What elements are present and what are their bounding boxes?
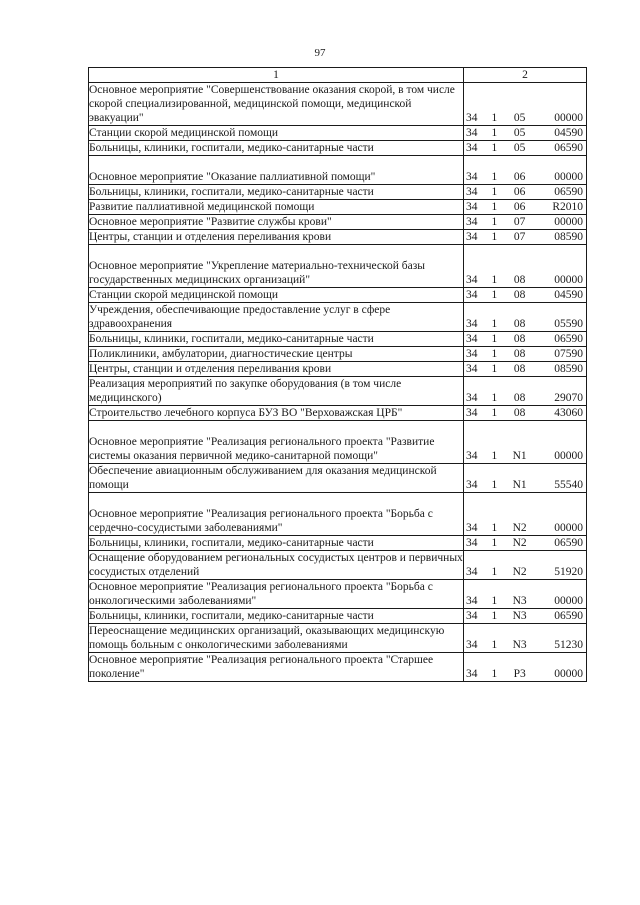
row-name: Основное мероприятие "Реализация регионального проекта "Развитие системы оказания первичной медико-санитарной помощи": [89, 421, 464, 464]
row-name: Основное мероприятие "Оказание паллиативной помощи": [89, 156, 464, 185]
code-ministry: 34: [466, 610, 478, 622]
budget-code: [464, 141, 586, 155]
row-name: Строительство лечебного корпуса БУЗ ВО "Верховажская ЦРБ": [89, 406, 464, 421]
code-program: 1: [491, 142, 498, 154]
code-event: N3: [512, 610, 527, 622]
row-code: [464, 215, 587, 230]
code-program: 1: [491, 289, 498, 301]
table-row: [89, 421, 587, 464]
code-event: 06: [513, 186, 526, 198]
code-expense: 00000: [554, 450, 583, 462]
code-ministry: 34: [466, 639, 478, 651]
row-name: Основное мероприятие "Реализация регионального проекта "Борьба с сердечно-сосудистыми заболеваниями": [89, 493, 464, 536]
code-event: 07: [513, 216, 526, 228]
table-header: [89, 68, 587, 83]
code-event: 08: [513, 363, 526, 375]
row-name: Основное мероприятие "Совершенствование оказания скорой, в том числе скорой специализированной, медицинской помощи, медицинской эвакуации": [89, 83, 464, 126]
row-code: [464, 83, 587, 126]
code-expense: 00000: [554, 668, 583, 680]
code-program: 1: [491, 318, 498, 330]
row-name: Центры, станции и отделения переливания крови: [89, 362, 464, 377]
row-name: Развитие паллиативной медицинской помощи: [89, 200, 464, 215]
code-program: 1: [491, 348, 498, 360]
code-ministry: 34: [466, 392, 478, 404]
budget-code: [464, 273, 586, 287]
row-code: [464, 551, 587, 580]
code-ministry: 34: [466, 407, 478, 419]
budget-code: [464, 126, 586, 140]
code-program: 1: [491, 479, 498, 491]
code-program: 1: [491, 595, 498, 607]
page-number: 97: [314, 47, 326, 59]
row-name: Реализация мероприятий по закупке оборудования (в том числе медицинского): [89, 377, 464, 406]
code-event: 05: [513, 142, 526, 154]
code-expense: 55540: [554, 479, 583, 491]
table-row: [89, 185, 587, 200]
code-program: 1: [491, 566, 498, 578]
code-event: 08: [513, 392, 526, 404]
code-event: N3: [512, 639, 527, 651]
code-program: 1: [491, 127, 498, 139]
table-row: [89, 653, 587, 682]
budget-code: [464, 638, 586, 652]
row-name: Центры, станции и отделения переливания крови: [89, 230, 464, 245]
code-ministry: 34: [466, 595, 478, 607]
code-program: 1: [491, 216, 498, 228]
row-code: [464, 624, 587, 653]
budget-code: [464, 449, 586, 463]
table-row: [89, 200, 587, 215]
code-expense: 05590: [554, 318, 583, 330]
table-row: [89, 347, 587, 362]
budget-code: [464, 391, 586, 405]
budget-code: [464, 594, 586, 608]
row-name: Основное мероприятие "Развитие службы крови": [89, 215, 464, 230]
table-row: [89, 551, 587, 580]
table-row: [89, 288, 587, 303]
table-row: [89, 493, 587, 536]
code-program: 1: [491, 201, 498, 213]
code-expense: 00000: [554, 171, 583, 183]
table-row: [89, 624, 587, 653]
row-code: [464, 464, 587, 493]
budget-code: [464, 200, 586, 214]
code-event: 08: [513, 274, 526, 286]
code-event: N2: [512, 566, 527, 578]
row-name: Станции скорой медицинской помощи: [89, 126, 464, 141]
code-ministry: 34: [466, 289, 478, 301]
table-row: [89, 230, 587, 245]
row-code: [464, 406, 587, 421]
code-expense: R2010: [552, 201, 583, 213]
header-row: [89, 68, 587, 83]
column-header-code: 2: [464, 68, 587, 83]
row-code: [464, 303, 587, 332]
code-expense: 06590: [554, 537, 583, 549]
budget-code: [464, 215, 586, 229]
row-code: [464, 141, 587, 156]
code-expense: 04590: [554, 289, 583, 301]
code-event: N2: [512, 537, 527, 549]
row-name: Основное мероприятие "Укрепление материально-технической базы государственных медицинских организаций": [89, 245, 464, 288]
code-ministry: 34: [466, 348, 478, 360]
column-header-name: 1: [89, 68, 464, 83]
row-code: [464, 536, 587, 551]
code-expense: 06590: [554, 333, 583, 345]
code-ministry: 34: [466, 127, 478, 139]
code-expense: 04590: [554, 127, 583, 139]
code-event: 08: [513, 407, 526, 419]
code-event: P3: [513, 668, 526, 680]
row-name: Больницы, клиники, госпитали, медико-санитарные части: [89, 141, 464, 156]
code-expense: 00000: [554, 522, 583, 534]
code-expense: 00000: [554, 216, 583, 228]
code-expense: 51920: [554, 566, 583, 578]
code-program: 1: [491, 392, 498, 404]
table-row: [89, 215, 587, 230]
code-event: N1: [512, 450, 527, 462]
code-event: 08: [513, 289, 526, 301]
code-ministry: 34: [466, 479, 478, 491]
row-code: [464, 288, 587, 303]
row-code: [464, 653, 587, 682]
code-ministry: 34: [466, 522, 478, 534]
table-row: [89, 609, 587, 624]
row-name: Основное мероприятие "Реализация регионального проекта "Старшее поколение": [89, 653, 464, 682]
row-code: [464, 580, 587, 609]
table-row: [89, 332, 587, 347]
code-event: N3: [512, 595, 527, 607]
table-row: [89, 580, 587, 609]
row-code: [464, 421, 587, 464]
code-ministry: 34: [466, 186, 478, 198]
budget-classification-table: [88, 67, 587, 682]
code-event: 08: [513, 333, 526, 345]
code-expense: 08590: [554, 231, 583, 243]
row-name: Учреждения, обеспечивающие предоставление услуг в сфере здравоохранения: [89, 303, 464, 332]
row-code: [464, 377, 587, 406]
code-event: N1: [512, 479, 527, 491]
budget-code: [464, 288, 586, 302]
budget-code: [464, 478, 586, 492]
code-program: 1: [491, 450, 498, 462]
code-expense: 29070: [554, 392, 583, 404]
code-program: 1: [491, 610, 498, 622]
row-name: Станции скорой медицинской помощи: [89, 288, 464, 303]
row-name: Оснащение оборудованием региональных сосудистых центров и первичных сосудистых отделений: [89, 552, 463, 578]
code-expense: 07590: [554, 348, 583, 360]
row-name: Поликлиники, амбулатории, диагностические центры: [89, 347, 464, 362]
table-row: [89, 83, 587, 126]
code-program: 1: [491, 186, 498, 198]
budget-code: [464, 609, 586, 623]
budget-code: [464, 521, 586, 535]
code-program: 1: [491, 363, 498, 375]
budget-code: [464, 170, 586, 184]
code-program: 1: [491, 112, 498, 124]
code-expense: 08590: [554, 363, 583, 375]
table-row: [89, 126, 587, 141]
code-event: 08: [513, 318, 526, 330]
code-expense: 00000: [554, 595, 583, 607]
code-program: 1: [491, 231, 498, 243]
table-row: [89, 406, 587, 421]
code-ministry: 34: [466, 537, 478, 549]
row-name: Больницы, клиники, госпитали, медико-санитарные части: [89, 185, 464, 200]
budget-code: [464, 667, 586, 681]
row-code: [464, 493, 587, 536]
table-row: [89, 536, 587, 551]
code-ministry: 34: [466, 363, 478, 375]
row-name: Обеспечение авиационным обслуживанием для оказания медицинской помощи: [89, 464, 464, 493]
code-event: 06: [513, 201, 526, 213]
row-name: Больницы, клиники, госпитали, медико-санитарные части: [89, 332, 464, 347]
table-row: [89, 362, 587, 377]
code-ministry: 34: [466, 142, 478, 154]
code-expense: 06590: [554, 186, 583, 198]
code-program: 1: [491, 171, 498, 183]
code-event: 08: [513, 348, 526, 360]
code-ministry: 34: [466, 318, 478, 330]
code-program: 1: [491, 333, 498, 345]
row-code: [464, 347, 587, 362]
row-code: [464, 362, 587, 377]
budget-code: [464, 317, 586, 331]
row-code: [464, 230, 587, 245]
code-expense: 43060: [554, 407, 583, 419]
budget-code: [464, 406, 586, 420]
budget-code: [464, 185, 586, 199]
code-expense: 00000: [554, 274, 583, 286]
budget-code: [464, 536, 586, 550]
table-row: [89, 377, 587, 406]
code-event: 05: [513, 112, 526, 124]
row-name: Больницы, клиники, госпитали, медико-санитарные части: [89, 609, 464, 624]
table-row: [89, 245, 587, 288]
row-code: [464, 156, 587, 185]
code-program: 1: [491, 668, 498, 680]
code-ministry: 34: [466, 216, 478, 228]
code-event: 06: [513, 171, 526, 183]
code-program: 1: [491, 537, 498, 549]
budget-code: [464, 332, 586, 346]
code-event: 05: [513, 127, 526, 139]
row-code: [464, 609, 587, 624]
table-row: [89, 141, 587, 156]
code-ministry: 34: [466, 274, 478, 286]
code-event: 07: [513, 231, 526, 243]
code-expense: 06590: [554, 142, 583, 154]
code-ministry: 34: [466, 112, 478, 124]
code-ministry: 34: [466, 668, 478, 680]
table-body: [89, 83, 587, 682]
code-program: 1: [491, 407, 498, 419]
code-expense: 06590: [554, 610, 583, 622]
budget-code: [464, 565, 586, 579]
row-name: Больницы, клиники, госпитали, медико-санитарные части: [89, 536, 464, 551]
table-row: [89, 156, 587, 185]
row-name: Основное мероприятие "Реализация регионального проекта "Борьба с онкологическими заболеваниями": [89, 580, 464, 609]
row-name: Переоснащение медицинских организаций, оказывающих медицинскую помощь больным с онкологическими заболеваниями: [89, 624, 464, 653]
budget-code: [464, 362, 586, 376]
budget-code: [464, 230, 586, 244]
table-row: [89, 464, 587, 493]
code-expense: 51230: [554, 639, 583, 651]
code-ministry: 34: [466, 450, 478, 462]
budget-code: [464, 111, 586, 125]
budget-code: [464, 347, 586, 361]
code-ministry: 34: [466, 171, 478, 183]
code-ministry: 34: [466, 333, 478, 345]
code-ministry: 34: [466, 231, 478, 243]
code-program: 1: [491, 522, 498, 534]
row-code: [464, 332, 587, 347]
code-event: N2: [512, 522, 527, 534]
code-expense: 00000: [554, 112, 583, 124]
table-row: [89, 303, 587, 332]
row-code: [464, 185, 587, 200]
code-program: 1: [491, 274, 498, 286]
row-code: [464, 200, 587, 215]
row-code: [464, 245, 587, 288]
row-code: [464, 126, 587, 141]
code-ministry: 34: [466, 566, 478, 578]
code-ministry: 34: [466, 201, 478, 213]
code-program: 1: [491, 639, 498, 651]
